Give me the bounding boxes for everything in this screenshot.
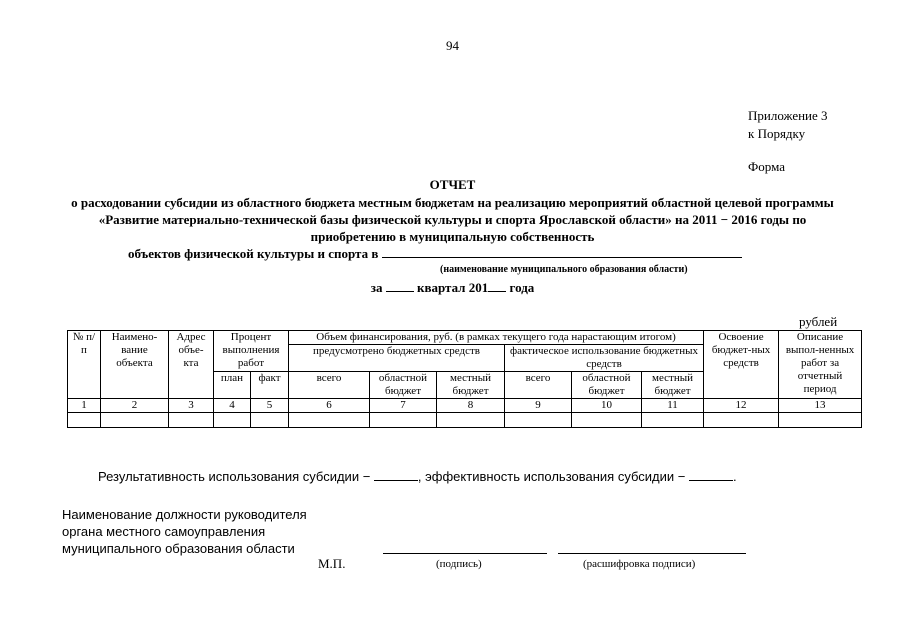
table-cell[interactable] — [642, 413, 704, 428]
column-number: 3 — [169, 399, 214, 413]
signature-line[interactable] — [383, 553, 547, 554]
municipality-caption: (наименование муниципального образования области) — [440, 264, 688, 275]
header-plan: план — [214, 372, 251, 399]
table-cell[interactable] — [101, 413, 169, 428]
appendix-line2: к Порядку — [748, 126, 806, 141]
column-number: 9 — [505, 399, 572, 413]
header-budget-actual: фактическое использование бюджетных средств — [505, 345, 704, 372]
report-title: ОТЧЕТ — [429, 177, 476, 192]
column-numbers-row — [68, 399, 862, 413]
table-cell[interactable] — [779, 413, 862, 428]
table-cell[interactable] — [289, 413, 370, 428]
period-middle: квартал 201 — [416, 280, 489, 295]
column-number: 11 — [642, 399, 704, 413]
header-development: Освоение бюджет-ных средств — [704, 331, 779, 399]
column-number: 7 — [370, 399, 437, 413]
header-fact: факт — [251, 372, 289, 399]
header-object-name: Наимено-вание объекта — [101, 331, 169, 399]
signatory-line2: органа местного самоуправления — [62, 524, 266, 539]
efficiency-label: , эффективность использования субсидии − — [417, 469, 686, 484]
municipality-line — [128, 245, 742, 262]
header-actual-local: местный бюджет — [642, 372, 704, 399]
table-cell[interactable] — [169, 413, 214, 428]
table-cell[interactable] — [251, 413, 289, 428]
table-cell[interactable] — [437, 413, 505, 428]
municipality-label: объектов физической культуры и спорта в — [128, 246, 379, 261]
table-cell[interactable] — [214, 413, 251, 428]
column-number: 4 — [214, 399, 251, 413]
header-planned-total: всего — [289, 372, 370, 399]
table-cell[interactable] — [572, 413, 642, 428]
table-cell[interactable] — [370, 413, 437, 428]
column-number: 2 — [101, 399, 169, 413]
column-number: 6 — [289, 399, 370, 413]
table-cell[interactable] — [704, 413, 779, 428]
effectiveness-blank[interactable] — [374, 469, 418, 481]
results-line — [98, 469, 737, 484]
column-number: 10 — [572, 399, 642, 413]
report-subtitle: о расходовании субсидии из областного бюджета местным бюджетам на реализацию мероприятий областной целевой программы «Развитие материально-технической базы физической культуры и спорта Ярославской области» на 2011 − 2016 годы по приобретению в муниципальную собственность — [71, 195, 834, 244]
signatory-line3: муниципального образования области — [62, 541, 295, 556]
column-number: 13 — [779, 399, 862, 413]
header-financing: Объем финансирования, руб. (в рамках текущего года нарастающим итогом) — [289, 331, 704, 345]
form-label: Форма — [748, 159, 785, 174]
table-cell[interactable] — [505, 413, 572, 428]
header-description: Описание выпол-ненных работ за отчетный период — [779, 331, 862, 399]
header-num: № п/п — [68, 331, 101, 399]
header-actual-total: всего — [505, 372, 572, 399]
appendix-line1: Приложение 3 — [748, 108, 828, 123]
municipality-blank[interactable] — [382, 245, 742, 258]
page-number: 94 — [446, 38, 459, 53]
signature-decode-caption: (расшифровка подписи) — [583, 558, 696, 570]
seal-place-label: М.П. — [318, 556, 346, 571]
results-end: . — [732, 469, 737, 484]
table-row — [68, 413, 862, 428]
effectiveness-label: Результативность использования субсидии − — [98, 469, 371, 484]
column-number: 8 — [437, 399, 505, 413]
header-budget-planned: предусмотрено бюджетных средств — [289, 345, 505, 372]
header-object-address: Адрес объе-кта — [169, 331, 214, 399]
header-planned-local: местный бюджет — [437, 372, 505, 399]
year-blank[interactable] — [488, 280, 506, 292]
signatory-line1: Наименование должности руководителя — [62, 507, 307, 522]
report-period — [0, 280, 905, 296]
header-percent: Процент выполнения работ — [214, 331, 289, 372]
column-number: 1 — [68, 399, 101, 413]
table-cell[interactable] — [68, 413, 101, 428]
quarter-blank[interactable] — [386, 280, 414, 292]
currency-label: рублей — [799, 314, 838, 329]
column-number: 12 — [704, 399, 779, 413]
column-number: 5 — [251, 399, 289, 413]
period-suffix: года — [509, 280, 535, 295]
signature-decode-line[interactable] — [558, 553, 746, 554]
period-prefix: за — [370, 280, 383, 295]
appendix-note — [748, 107, 828, 143]
header-planned-regional: областной бюджет — [370, 372, 437, 399]
signatory-position — [62, 506, 307, 557]
header-actual-regional: областной бюджет — [572, 372, 642, 399]
report-table — [67, 330, 862, 428]
signature-caption: (подпись) — [436, 558, 482, 570]
efficiency-blank[interactable] — [689, 469, 733, 481]
